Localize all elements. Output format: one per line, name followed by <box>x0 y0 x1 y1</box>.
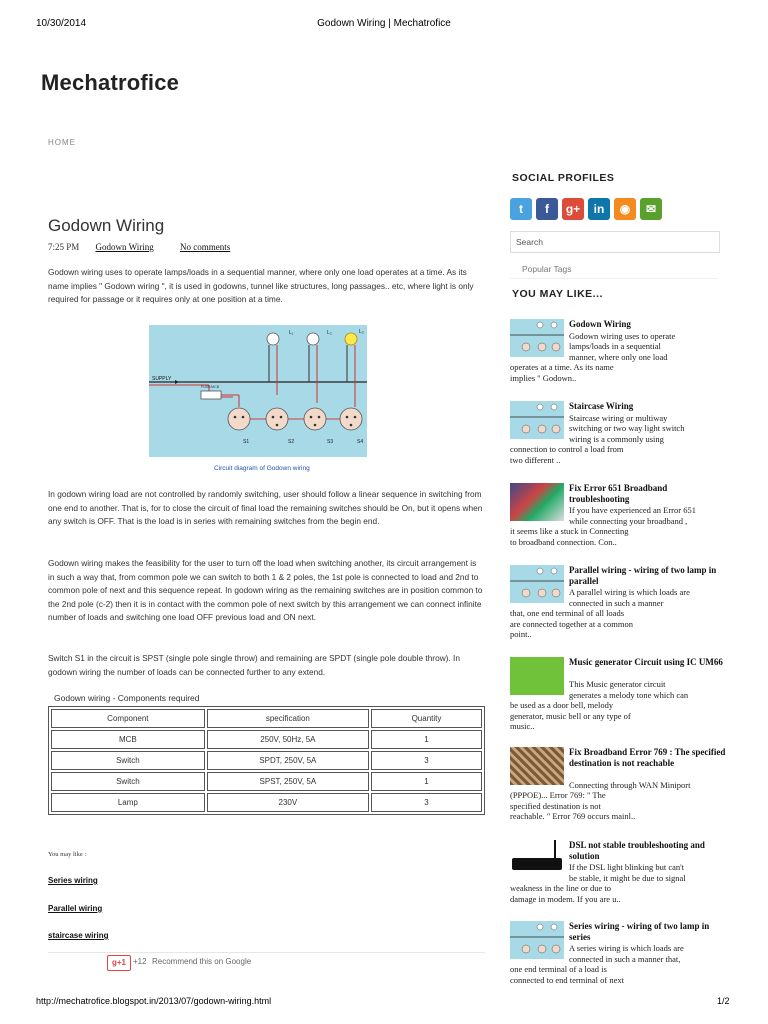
you-may-like-snippet: (PPPOE)... Error 769: " The <box>510 790 606 800</box>
lamp-label-l1: L₁ <box>289 330 294 336</box>
switch-s1-icon <box>228 408 250 430</box>
table-cell: Lamp <box>51 793 205 812</box>
you-may-like-snippet: two different .. <box>510 454 561 465</box>
linkedin-icon[interactable]: in <box>588 198 610 220</box>
you-may-like-heading: YOU MAY LIKE... <box>512 288 603 300</box>
print-page-title: Godown Wiring | Mechatrofice <box>317 18 451 29</box>
table-header-row <box>51 709 482 728</box>
you-may-like-snippet: that, one end terminal of all loads <box>510 608 625 618</box>
lamp-label-l2: L₂ <box>327 330 332 336</box>
you-may-like-snippet: switching or two way light switch <box>569 423 685 433</box>
you-may-like-snippet: be stable, it might be due to signal <box>569 872 686 883</box>
table-cell: 3 <box>371 751 482 770</box>
switch-label-s2: S2 <box>288 439 295 445</box>
switch-s3-icon <box>304 408 326 430</box>
search-input[interactable] <box>510 231 720 253</box>
components-table <box>48 706 485 815</box>
table-header: specification <box>207 709 369 728</box>
table-header: Component <box>51 709 205 728</box>
table-row <box>51 772 482 791</box>
you-may-like-snippet: connected in such a manner that, <box>569 953 681 964</box>
google-plus-icon[interactable]: g+ <box>562 198 584 220</box>
comments-link[interactable]: No comments <box>179 242 231 252</box>
site-title[interactable]: Mechatrofice <box>41 70 180 95</box>
post-label-link[interactable]: Godown Wiring <box>95 242 154 252</box>
you-may-like-snippet: are connected together at a common <box>510 618 633 629</box>
you-may-like-snippet: Staircase wiring or multiway <box>569 412 668 423</box>
table-cell: 3 <box>371 793 482 812</box>
supply-label: SUPPLY <box>152 376 172 382</box>
thumbnail-image[interactable] <box>510 401 564 439</box>
circuit-thumb-icon <box>510 565 564 603</box>
table-cell: 250V, 50Hz, 5A <box>207 730 369 749</box>
table-cell: 230V <box>207 793 369 812</box>
thumbnail-image[interactable] <box>510 921 564 959</box>
print-page-number: 1/2 <box>717 996 730 1006</box>
switch-s4-icon <box>340 408 362 430</box>
table-cell: 1 <box>371 772 482 791</box>
you-may-like-snippet: generator, music bell or any type of <box>510 710 631 721</box>
thumbnail-image[interactable] <box>510 747 564 785</box>
thumbnail-image[interactable] <box>510 319 564 357</box>
you-may-like-snippet: connected to end terminal of next <box>510 974 624 985</box>
diagram-caption: Circuit diagram of Godown wiring <box>214 465 310 472</box>
table-cell: SPDT, 250V, 5A <box>207 751 369 770</box>
you-may-like-title[interactable]: Series wiring - wiring of two lamp in series <box>569 921 710 942</box>
facebook-icon[interactable]: f <box>536 198 558 220</box>
you-may-like-snippet: If the DSL light blinking but can't <box>569 862 685 872</box>
you-may-like-label: You may like : <box>48 851 87 858</box>
you-may-like-title[interactable]: Parallel wiring - wiring of two lamp in parallel <box>569 565 717 586</box>
you-may-like-title[interactable]: Fix Error 651 Broadband troubleshooting <box>569 483 668 504</box>
switch-label-s4: S4 <box>357 439 364 445</box>
popular-tags-label: Popular Tags <box>522 264 572 274</box>
you-may-like-snippet: be used as a door bell, melody <box>510 700 614 710</box>
you-may-like-snippet: connected in such a manner <box>569 597 664 608</box>
post-paragraph-3: Godown wiring makes the feasibility for the user to turn off the load when switching another, its circuit arrangement is in such a way that, from common pole we can switch to both 1 & 2 poles, the 1st pole is connected to load and 2nd to common pole of next and this sequence repeat. In godown wiring as the remaining switches are in position common to the 2nd pole (c-2) then it is in contact with the common pole of next switch by this arrangement we can connect infinite number of loads and switching one load OFF previous load and ON next. <box>48 558 483 622</box>
you-may-like-title[interactable]: Fix Broadband Error 769 : The specified destination is not reachable <box>569 747 726 768</box>
you-may-like-snippet: point.. <box>510 629 532 639</box>
table-cell: Switch <box>51 751 205 770</box>
you-may-like-snippet: specified destination is not <box>510 800 601 811</box>
search-placeholder: Search <box>516 237 543 247</box>
social-profiles-heading: SOCIAL PROFILES <box>512 172 615 184</box>
post-time: 7:25 PM <box>48 242 80 252</box>
you-may-like-snippet: implies " Godown.. <box>510 372 577 383</box>
you-may-like-snippet: Godown wiring uses to operate <box>569 330 676 341</box>
you-may-like-snippet: music.. <box>510 721 535 731</box>
you-may-like-snippet: A parallel wiring is which loads are <box>569 587 690 597</box>
lamp-label-l3: L₃ <box>359 329 364 335</box>
circuit-thumb-icon <box>510 401 564 439</box>
post-paragraph-4: Switch S1 in the circuit is SPST (single pole single throw) and remaining are SPDT (single pole double throw). In godown wiring the number of loads can be connected further to any extend. <box>48 653 460 677</box>
table-cell: MCB <box>51 730 205 749</box>
switch-label-s3: S3 <box>327 439 334 445</box>
circuit-diagram <box>149 325 367 457</box>
switch-s2-icon <box>266 408 288 430</box>
you-may-like-snippet: connection to control a load from <box>510 444 624 454</box>
google-plus-one-button[interactable]: g+1 <box>107 955 131 971</box>
post-meta <box>48 242 230 252</box>
recommend-text: Recommend this on Google <box>152 957 252 966</box>
you-may-like-snippet: If you have experienced an Error 651 <box>569 505 696 515</box>
table-cell: Switch <box>51 772 205 791</box>
nav-home-link[interactable]: HOME <box>48 138 76 147</box>
you-may-like-snippet: generates a melody tone which can <box>569 689 689 700</box>
rss-icon[interactable]: ◉ <box>614 198 636 220</box>
you-may-like-snippet: wiring is a commonly using <box>569 433 664 444</box>
you-may-like-title[interactable]: Staircase Wiring <box>569 401 634 411</box>
you-may-like-snippet: one end terminal of a load is <box>510 964 607 974</box>
twitter-icon[interactable]: t <box>510 198 532 220</box>
social-icons <box>510 198 662 220</box>
print-date: 10/30/2014 <box>36 18 87 29</box>
mcb-label: FUSE/MCB <box>201 385 220 389</box>
table-cell: 1 <box>371 730 482 749</box>
you-may-like-snippet: A series wiring is which loads are <box>569 943 684 953</box>
you-may-like-snippet: manner, where only one load <box>569 351 668 362</box>
you-may-like-snippet: Connecting through WAN Miniport <box>569 779 691 790</box>
related-link-series[interactable]: Series wiring <box>48 876 98 885</box>
print-url: http://mechatrofice.blogspot.in/2013/07/godown-wiring.html <box>36 996 272 1006</box>
circuit-thumb-icon <box>510 921 564 959</box>
table-cell: SPST, 250V, 5A <box>207 772 369 791</box>
popular-tags-tab[interactable] <box>510 258 718 279</box>
you-may-like-snippet: while connecting your broadband , <box>569 515 688 526</box>
thumbnail-image[interactable] <box>510 657 564 695</box>
you-may-like-snippet: operates at a time. As its name <box>510 362 614 372</box>
table-header: Quantity <box>371 709 482 728</box>
you-may-like-snippet: This Music generator circuit <box>569 679 666 689</box>
you-may-like-snippet: lamps/loads in a sequential <box>569 341 661 351</box>
you-may-like-snippet: weakness in the line or due to <box>510 883 612 893</box>
you-may-like-title[interactable]: DSL not stable troubleshooting and solution <box>569 840 705 861</box>
you-may-like-title[interactable]: Music generator Circuit using IC UM66 <box>569 657 723 667</box>
post-paragraph-1: Godown wiring uses to operate lamps/loads in a sequential manner, where only one load operates at a time. As its name implies " Godown wiring ", it is used in godowns, tunnel like structures, long passages.. etc, where light is only required for passage or it requires only at one position at a time. <box>48 267 474 304</box>
you-may-like-title[interactable]: Godown Wiring <box>569 319 631 329</box>
table-row <box>51 751 482 770</box>
you-may-like-snippet: damage in modem. If you are u.. <box>510 893 621 904</box>
router-icon <box>512 858 562 870</box>
switch-label-s1: S1 <box>243 439 250 445</box>
plus-one-count: +12 <box>133 957 147 966</box>
post-title: Godown Wiring <box>48 216 165 235</box>
related-link-staircase[interactable]: staircase wiring <box>48 931 109 940</box>
table-row <box>51 730 482 749</box>
table-row <box>51 793 482 812</box>
thumbnail-image[interactable] <box>510 565 564 603</box>
you-may-like-snippet: reachable. " Error 769 occurs mainl.. <box>510 811 636 821</box>
you-may-like-snippet: it seems like a stuck in Connecting <box>510 526 629 536</box>
post-paragraph-2: In godown wiring load are not controlled by randomly switching, user should follow a linear sequence in switching from one end to another. That is, for to close the circuit of final load the remaining switches should be On, but it opens when any switch is OFF. That is the load is in series with remaining switches from the begin end. <box>48 489 483 526</box>
table-title: Godown wiring - Components required <box>54 693 200 703</box>
thumbnail-image[interactable] <box>510 840 564 878</box>
circuit-thumb-icon <box>510 319 564 357</box>
email-icon[interactable]: ✉ <box>640 198 662 220</box>
you-may-like-snippet: to broadband connection. Con.. <box>510 536 617 547</box>
related-link-parallel[interactable]: Parallel wiring <box>48 904 103 913</box>
thumbnail-image[interactable] <box>510 483 564 521</box>
